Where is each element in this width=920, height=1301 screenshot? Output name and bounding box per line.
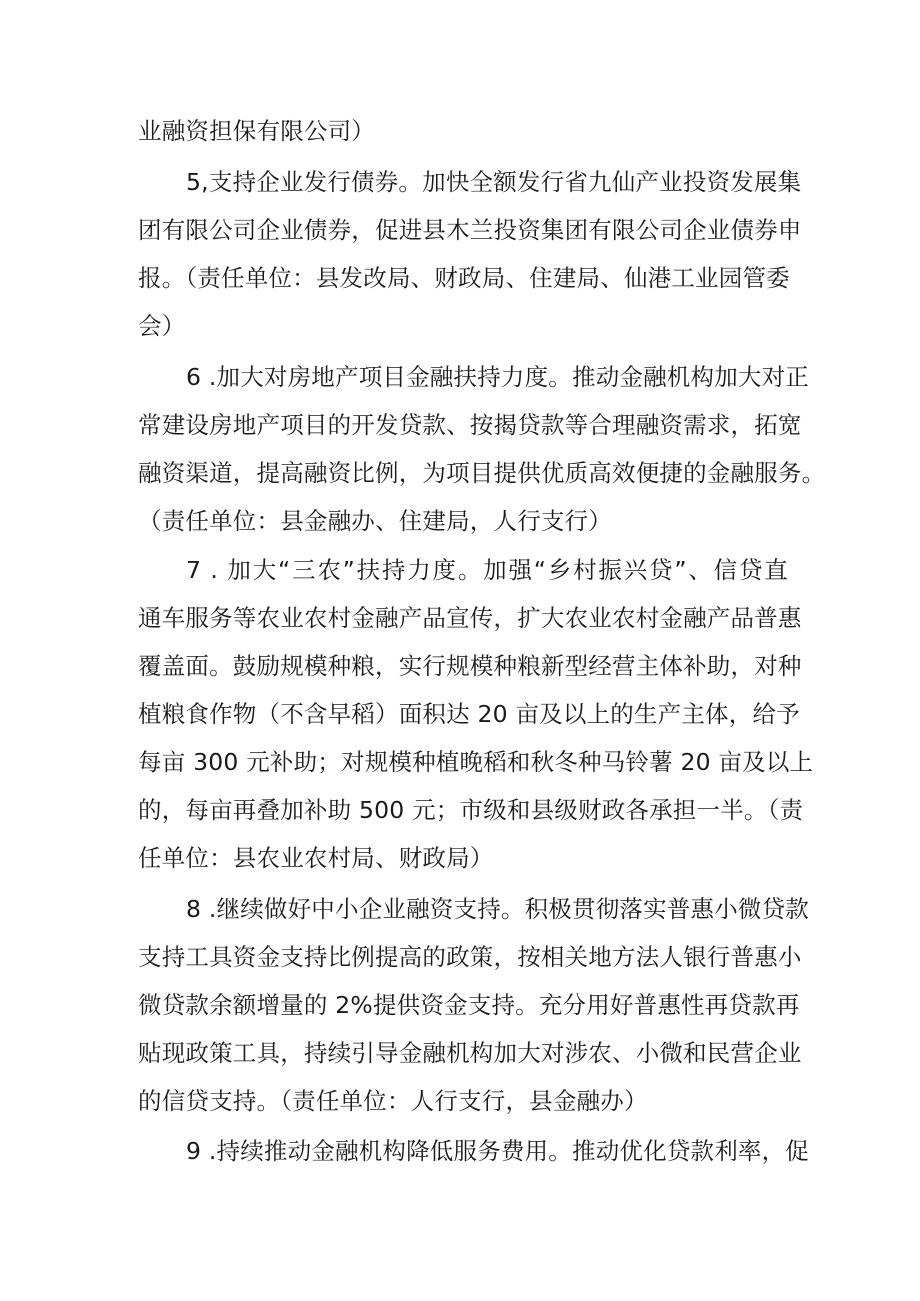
paragraph-7-heading-line: 7 . 加大“三农”扶持力度。加强“乡村振兴贷”、信贷直 [186, 556, 788, 584]
text-line: 报。（责任单位：县发改局、财政局、住建局、仙港工业园管委 [138, 264, 790, 292]
paragraph-9-heading-line: 9 .持续推动金融机构降低服务费用。推动优化贷款利率，促 [186, 1137, 809, 1165]
text-line: 微贷款余额增量的 2%提供资金支持。充分用好普惠性再贷款再 [138, 991, 800, 1019]
text-line: 团有限公司企业债券，促进县木兰投资集团有限公司企业债券申 [138, 216, 802, 244]
text-line: 的，每亩再叠加补助 500 元；市级和县级财政各承担一半。（责 [138, 796, 804, 824]
paragraph-5-heading-line: 5,支持企业发行债券。加快全额发行省九仙产业投资发展集 [186, 168, 802, 196]
paragraph-6-heading-line: 6 .加大对房地产项目金融扶持力度。推动金融机构加大对正 [186, 363, 809, 391]
text-line: 覆盖面。鼓励规模种粮，实行规模种粮新型经营主体补助，对种 [138, 652, 802, 680]
text-line: 的信贷支持。（责任单位：人行支行，县金融办） [138, 1087, 648, 1115]
text-line: 植粮食作物（不含早稻）面积达 20 亩及以上的生产主体，给予 [138, 700, 800, 728]
text-line: 融资渠道，提高融资比例，为项目提供优质高效便捷的金融服务。 [138, 459, 826, 487]
text-line: 贴现政策工具，持续引导金融机构加大对涉农、小微和民营企业 [138, 1039, 802, 1067]
text-line: 会） [138, 312, 186, 340]
text-line: 业融资担保有限公司） [138, 117, 375, 145]
text-line: 任单位：县农业农村局、财政局） [138, 844, 494, 872]
text-line: （责任单位：县金融办、住建局，人行支行） [138, 507, 612, 535]
text-line: 支持工具资金支持比例提高的政策，按相关地方法人银行普惠小 [138, 943, 802, 971]
text-line: 常建设房地产项目的开发贷款、按揭贷款等合理融资需求，拓宽 [138, 411, 802, 439]
text-line: 通车服务等农业农村金融产品宣传，扩大农业农村金融产品普惠 [138, 604, 802, 632]
text-line: 每亩 300 元补助；对规模种植晚稻和秋冬种马铃薯 20 亩及以上 [138, 748, 814, 776]
paragraph-8-heading-line: 8 .继续做好中小企业融资支持。积极贯彻落实普惠小微贷款 [186, 895, 809, 923]
